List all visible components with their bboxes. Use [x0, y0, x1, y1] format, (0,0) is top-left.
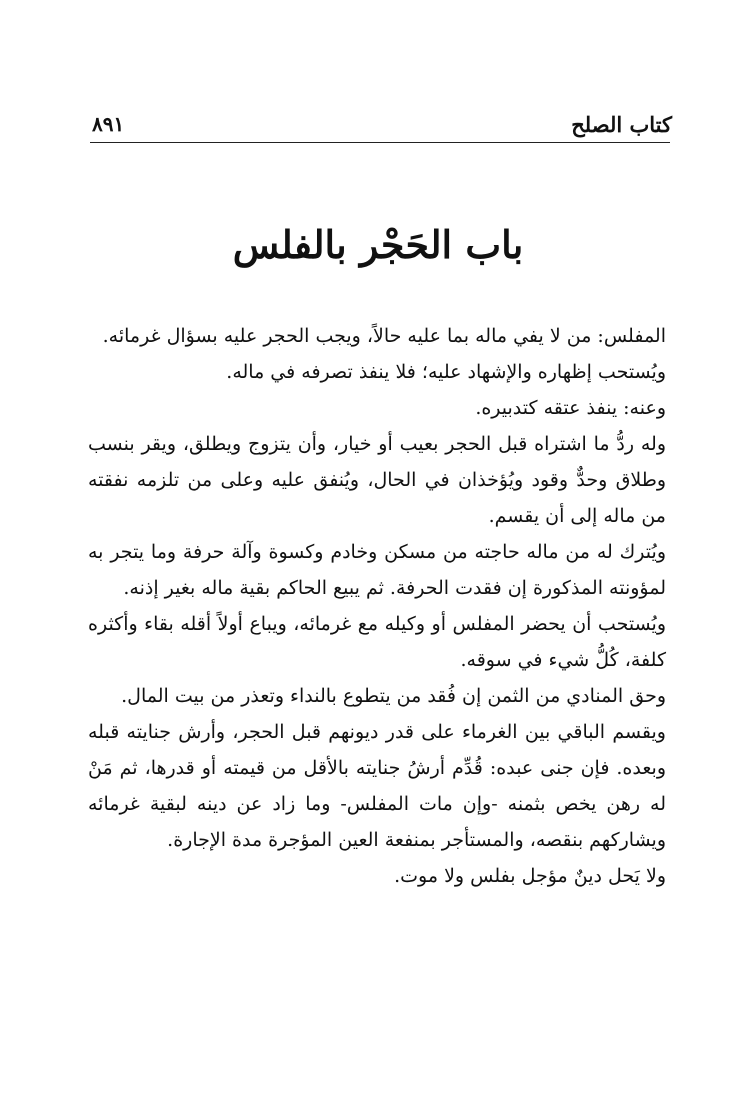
paragraph: ويقسم الباقي بين الغرماء على قدر ديونهم قبل الحجر، وأرش جنايته قبله وبعده. فإن جنى عبده: قُدِّم أرشُ جنايته بالأقل من قيمته أو قدرها، ثم مَنْ له رهن يخص بثمنه -وإن مات المفلس- وما زاد عن دينه لبقية غرمائه ويشاركهم بنقصه، والمستأجر بمنفعة العين المؤجرة مدة الإجارة.	[88, 721, 666, 851]
running-title: كتاب الصلح	[571, 112, 672, 137]
paragraph: ويُستحب إظهاره والإشهاد عليه؛ فلا ينفذ تصرفه في ماله.	[226, 361, 666, 383]
header-rule	[90, 142, 670, 143]
paragraph: وحق المنادي من الثمن إن فُقد من يتطوع بالنداء وتعذر من بيت المال.	[121, 685, 666, 707]
paragraph: ويُستحب أن يحضر المفلس أو وكيله مع غرمائه، ويباع أولاً أقله بقاء وأكثره كلفة، كُلُّ شيء في سوقه.	[88, 613, 666, 671]
paragraph: المفلس: من لا يفي ماله بما عليه حالاً، ويجب الحجر عليه بسؤال غرمائه.	[102, 325, 666, 347]
paragraph: ولا يَحل دينٌ مؤجل بفلس ولا موت.	[394, 865, 666, 887]
page-number: ٨٩١	[92, 112, 125, 136]
paragraph: وله ردُّ ما اشتراه قبل الحجر بعيب أو خيار، وأن يتزوج ويطلق، ويقر بنسب وطلاق وحدٌّ وقود ويُؤخذان في الحال، ويُنفق عليه وعلى من تلزمه نفقته من ماله إلى أن يقسم.	[88, 433, 666, 527]
chapter-title: باب الحَجْر بالفلس	[232, 222, 524, 267]
paragraph: وعنه: ينفذ عتقه كتدبيره.	[475, 397, 666, 419]
body-text	[88, 318, 666, 894]
paragraph: ويُترك له من ماله حاجته من مسكن وخادم وكسوة وآلة حرفة وما يتجر به لمؤونته المذكورة إن فقدت الحرفة. ثم يبيع الحاكم بقية ماله بغير إذنه.	[88, 541, 666, 599]
